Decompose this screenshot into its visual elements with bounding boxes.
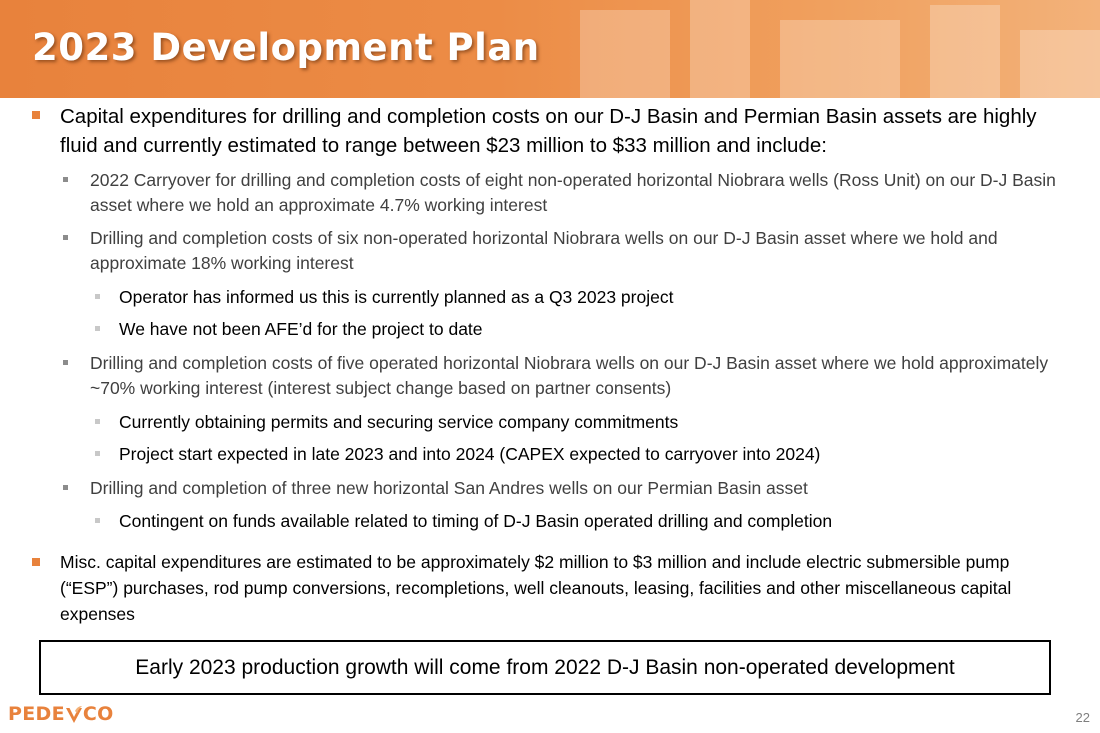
bullet-square-icon	[32, 111, 40, 119]
logo-text-right: CO	[82, 703, 114, 725]
bullet-square-icon	[63, 360, 68, 365]
sub-bullet-six-wells	[90, 226, 1075, 276]
bullet-text: Operator has informed us this is currently planned as a Q3 2023 project	[119, 287, 674, 307]
sub-sub-bullet-contingent	[119, 509, 1079, 534]
bullet-square-icon	[95, 294, 100, 299]
sub-bullet-ross-unit	[90, 168, 1075, 218]
bullet-square-icon	[95, 419, 100, 424]
sub-sub-bullet-q3	[119, 285, 1079, 310]
bullet-text: Drilling and completion of three new horizontal San Andres wells on our Permian Basin asset	[90, 478, 808, 498]
sub-sub-bullet-afe	[119, 317, 1079, 342]
page-number: 22	[1075, 710, 1090, 725]
logo-text-left: PEDE	[8, 703, 65, 725]
bullet-item-capex	[60, 102, 1070, 160]
bullet-text: We have not been AFE’d for the project to date	[119, 319, 483, 339]
bullet-square-icon	[32, 558, 40, 566]
bullet-square-icon	[95, 326, 100, 331]
bullet-square-icon	[95, 451, 100, 456]
sub-sub-bullet-project-start	[119, 442, 1079, 467]
bullet-square-icon	[63, 235, 68, 240]
bullet-square-icon	[63, 177, 68, 182]
callout-text: Early 2023 production growth will come from 2022 D-J Basin non-operated development	[135, 655, 955, 679]
bullet-text: Project start expected in late 2023 and into 2024 (CAPEX expected to carryover into 2024)	[119, 444, 821, 464]
bullet-text: Capital expenditures for drilling and completion costs on our D-J Basin and Permian Basin assets are highly fluid and currently estimated to range between $23 million to $33 million and include:	[60, 105, 1037, 157]
company-logo	[8, 703, 114, 725]
sub-bullet-five-wells	[90, 351, 1075, 401]
sub-bullet-san-andres	[90, 476, 1075, 501]
bullet-text: Drilling and completion costs of five operated horizontal Niobrara wells on our D-J Basin asset where we hold approximately ~70% working interest (interest subject change based on partner consents)	[90, 353, 1049, 398]
logo-v-mark-icon	[65, 705, 83, 725]
bullet-text: 2022 Carryover for drilling and completion costs of eight non-operated horizontal Niobrara wells (Ross Unit) on our D-J Basin asset where we hold an approximate 4.7% working interest	[90, 170, 1056, 215]
callout-box	[39, 640, 1051, 695]
bullet-square-icon	[95, 518, 100, 523]
bullet-item-misc-capex	[60, 549, 1070, 627]
bullet-text: Drilling and completion costs of six non-operated horizontal Niobrara wells on our D-J Basin asset where we hold and approximate 18% working interest	[90, 228, 998, 273]
sub-sub-bullet-permits	[119, 410, 1079, 435]
banner-decoration	[540, 0, 1100, 98]
bullet-text: Contingent on funds available related to timing of D-J Basin operated drilling and completion	[119, 511, 833, 531]
bullet-text: Currently obtaining permits and securing service company commitments	[119, 412, 679, 432]
bullet-square-icon	[63, 485, 68, 490]
bullet-text: Misc. capital expenditures are estimated to be approximately $2 million to $3 million and include electric submersible pump (“ESP”) purchases, rod pump conversions, recompletions, well cleanouts, leasing, facilities and other miscellaneous capital expenses	[60, 552, 1012, 624]
title-banner	[0, 0, 1100, 98]
page-title: 2023 Development Plan	[32, 26, 540, 69]
